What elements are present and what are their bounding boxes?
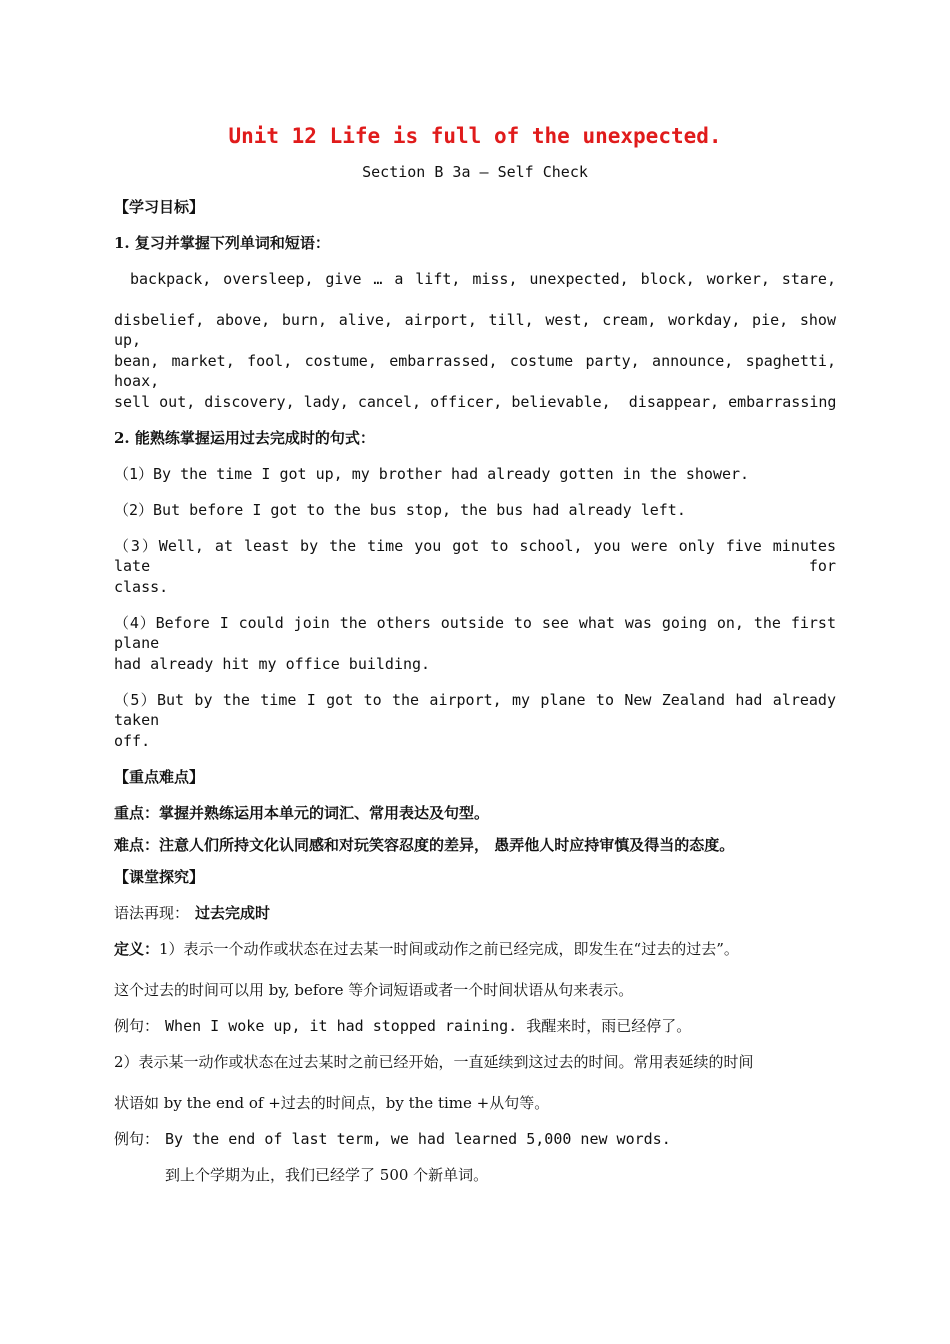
example-1-line: [114, 1016, 691, 1036]
document-title: Unit 12 Life is full of the unexpected.: [228, 124, 722, 148]
goal-1-heading: 1. 复习并掌握下列单词和短语：: [114, 234, 330, 252]
definition-2: 2）表示某一动作或状态在过去某时之前已经开始，一直延续到这过去的时间。常用表延续的时间: [114, 1053, 754, 1071]
example-label: 例句：: [114, 1130, 160, 1148]
definition-1-continued: 这个过去的时间可以用 by, before 等介词短语或者一个时间状语从句来表示。: [114, 981, 634, 999]
example-sentence-continued: off.: [114, 732, 151, 750]
key-point: 重点：掌握并熟练运用本单元的词汇、常用表达及句型。: [114, 804, 490, 822]
example-sentence-continued: had already hit my office building.: [114, 655, 431, 673]
grammar-topic: 过去完成时: [195, 904, 271, 922]
definition-2-continued: 状语如 by the end of +过去的时间点，by the time +从句等。: [114, 1094, 550, 1112]
difficult-point: 难点：注意人们所持文化认同感和对玩笑容忍度的差异， 愚弄他人时应持审慎及得当的态度。: [114, 836, 735, 854]
example-1: When I woke up, it had stopped raining. 我醒来时，雨已经停了。: [165, 1017, 692, 1035]
example-sentence: （3）Well, at least by the time you got to school, you were only five minutes late for: [114, 537, 836, 575]
example-sentence: （1）By the time I got up, my brother had already gotten in the shower.: [114, 465, 750, 483]
vocab-line: sell out, discovery, lady, cancel, officer, believable, disappear, embarrassing: [114, 393, 837, 411]
example-sentence-continued: class.: [114, 578, 169, 596]
example-2-translation: 到上个学期为止，我们已经学了 500 个新单词。: [165, 1166, 489, 1184]
grammar-label: 语法再现：: [114, 904, 190, 922]
example-2-line: [114, 1129, 671, 1149]
vocab-line: bean, market, fool, costume, embarrassed, costume party, announce, spaghetti, hoax,: [114, 352, 836, 390]
definition-1: 1）表示一个动作或状态在过去某一时间或动作之前已经完成，即发生在“过去的过去”。: [159, 940, 739, 958]
definition-1-line: [114, 939, 739, 959]
goal-2-heading: 2. 能熟练掌握运用过去完成时的句式：: [114, 429, 375, 447]
example-sentence: （2）But before I got to the bus stop, the bus had already left.: [114, 501, 686, 519]
example-sentence: （4）Before I could join the others outside to see what was going on, the first plane: [114, 614, 836, 652]
section-heading-goals: 【学习目标】: [114, 198, 205, 216]
grammar-review-line: [114, 903, 270, 923]
example-sentence: （5）But by the time I got to the airport, my plane to New Zealand had already taken: [114, 691, 836, 729]
definition-label: 定义：: [114, 940, 160, 958]
example-label: 例句：: [114, 1017, 160, 1035]
section-heading-exploration: 【课堂探究】: [114, 868, 205, 886]
vocab-line: disbelief, above, burn, alive, airport, till, west, cream, workday, pie, show up,: [114, 311, 836, 349]
vocab-line: backpack, oversleep, give … a lift, miss, unexpected, block, worker, stare,: [130, 270, 836, 288]
section-heading-key-points: 【重点难点】: [114, 768, 205, 786]
example-2: By the end of last term, we had learned 5,000 new words.: [165, 1130, 671, 1148]
document-subtitle: Section B 3a — Self Check: [362, 163, 588, 181]
